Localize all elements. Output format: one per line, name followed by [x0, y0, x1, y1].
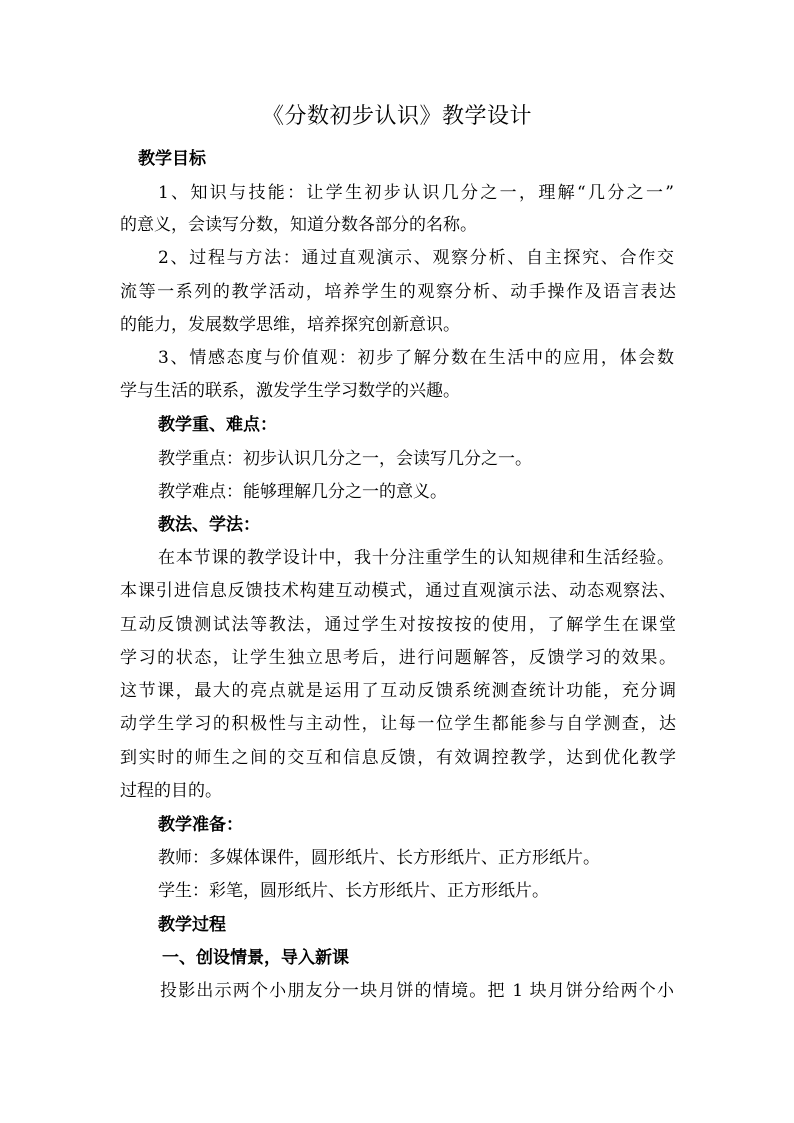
- methods-line-6: 动学生学习的积极性与主动性，让每一位学生都能参与自学测查，达: [120, 714, 676, 734]
- goal-attitude-line-2: 学与生活的联系，激发学生学习数学的兴趣。: [120, 381, 460, 401]
- heading-teaching-goals: 教学目标: [138, 149, 206, 169]
- difficult-point-line: 教学难点：能够理解几分之一的意义。: [158, 482, 447, 502]
- document-title: 《分数初步认识》教学设计: [261, 104, 532, 129]
- heading-section-one: 一、创设情景，导入新课: [162, 948, 349, 968]
- goal-process-line-3: 的能力，发展数学思维，培养探究创新意识。: [120, 315, 460, 335]
- preparation-teacher-line: 教师：多媒体课件，圆形纸片、长方形纸片、正方形纸片。: [158, 848, 600, 868]
- heading-preparation: 教学准备：: [158, 815, 243, 835]
- methods-line-8: 过程的目的。: [120, 781, 222, 801]
- heading-key-difficult-points: 教学重、难点：: [158, 415, 277, 435]
- heading-teaching-process: 教学过程: [158, 915, 226, 935]
- methods-line-7: 到实时的师生之间的交互和信息反馈，有效调控教学，达到优化教学: [120, 748, 676, 768]
- heading-methods: 教法、学法：: [158, 515, 260, 535]
- key-point-line: 教学重点：初步认识几分之一，会读写几分之一。: [158, 449, 532, 469]
- methods-line-1: 在本节课的教学设计中，我十分注重学生的认知规律和生活经验。: [158, 548, 674, 568]
- goal-knowledge-line-2: 的意义，会读写分数，知道分数各部分的名称。: [120, 215, 477, 235]
- goal-knowledge-line-1: 1、知识与技能：让学生初步认识几分之一，理解“几分之一”: [158, 183, 674, 203]
- goal-attitude-line-1: 3、情感态度与价值观：初步了解分数在生活中的应用，体会数: [158, 348, 674, 368]
- goal-process-line-2: 流等一系列的教学活动，培养学生的观察分析、动手操作及语言表达: [120, 282, 676, 302]
- goal-process-line-1: 2、过程与方法：通过直观演示、观察分析、自主探究、合作交: [158, 248, 674, 268]
- methods-line-4: 学习的状态，让学生独立思考后，进行问题解答，反馈学习的效果。: [120, 648, 676, 668]
- section-one-line-1: 投影出示两个小朋友分一块月饼的情境。把 1 块月饼分给两个小: [160, 981, 674, 1001]
- methods-line-3: 互动反馈测试法等教法，通过学生对按按按的使用，了解学生在课堂: [120, 615, 676, 635]
- methods-line-5: 这节课，最大的亮点就是运用了互动反馈系统测查统计功能，充分调: [120, 681, 676, 701]
- methods-line-2: 本课引进信息反馈技术构建互动模式，通过直观演示法、动态观察法、: [120, 581, 676, 601]
- preparation-student-line: 学生：彩笔，圆形纸片、长方形纸片、正方形纸片。: [158, 881, 549, 901]
